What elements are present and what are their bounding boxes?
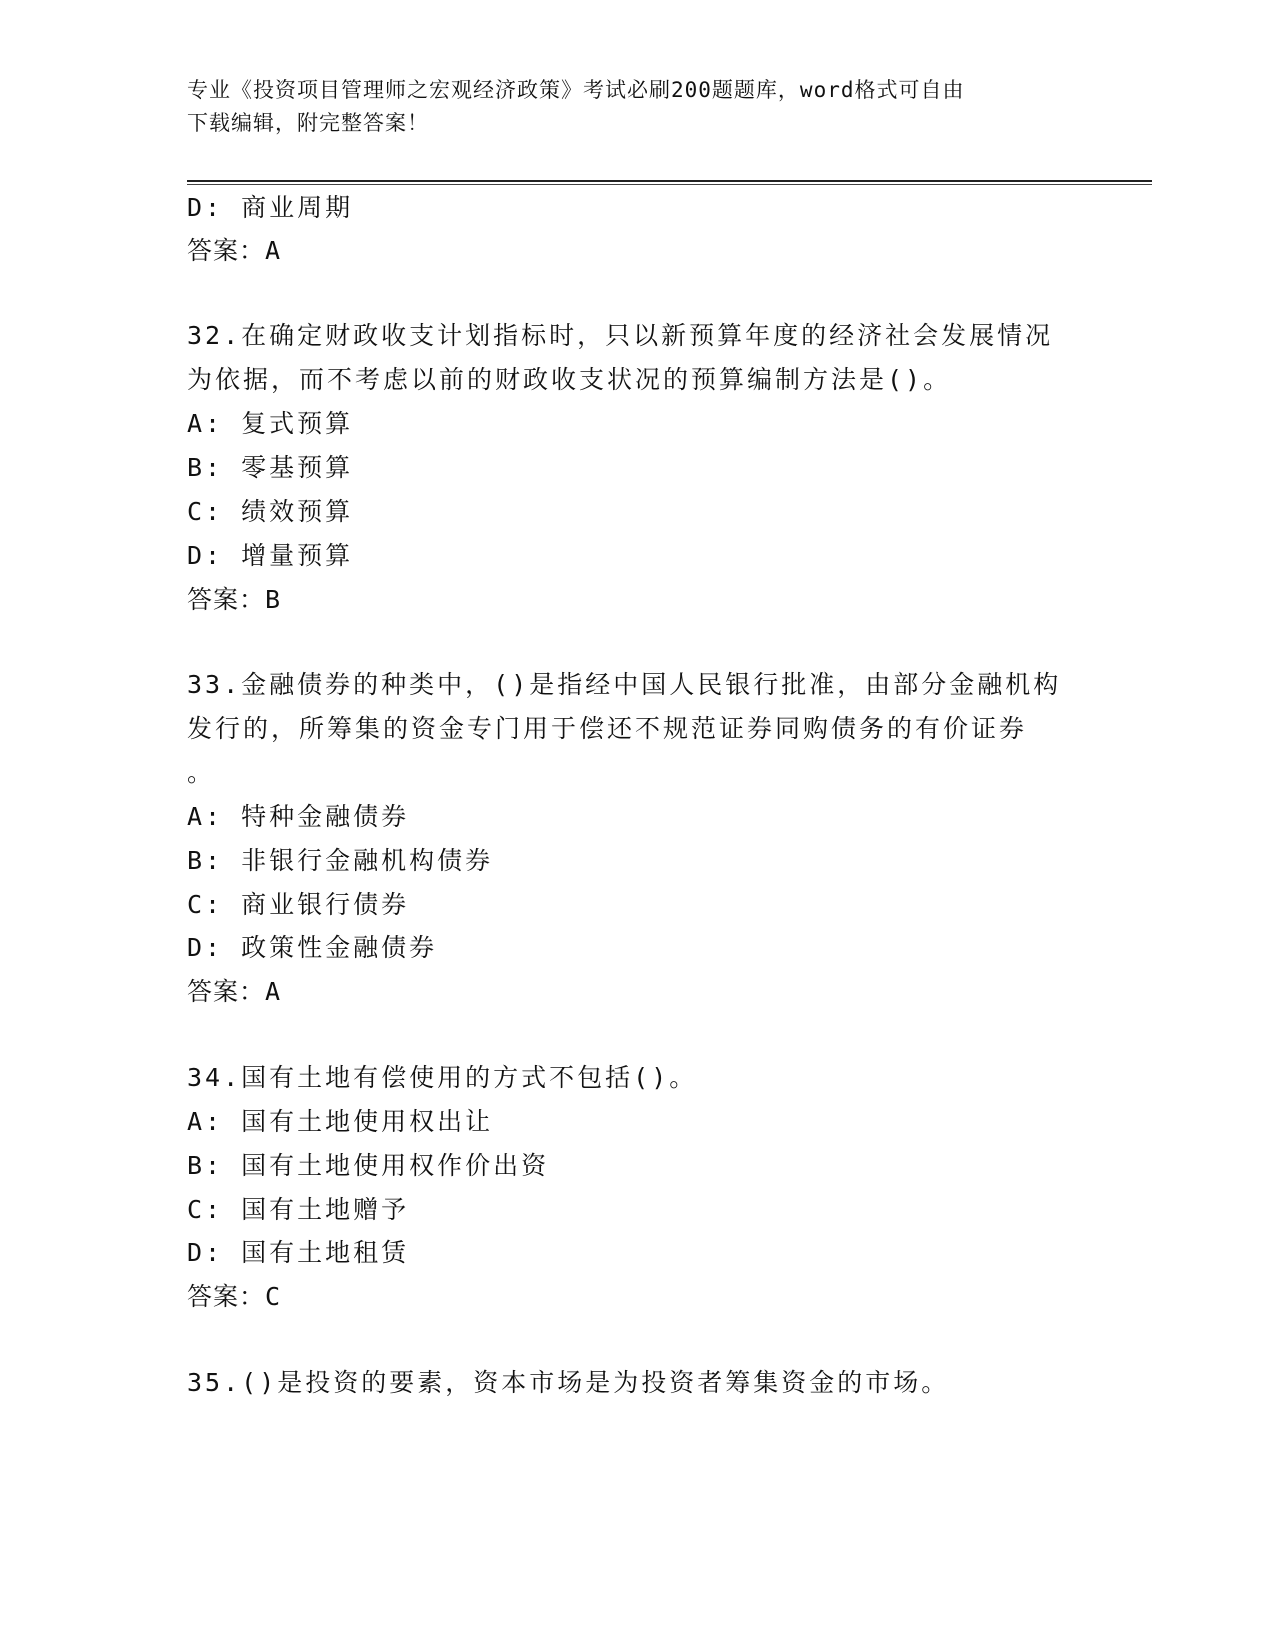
header-divider-thick <box>187 180 1152 182</box>
q33-option-d: D: 政策性金融债券 <box>187 933 438 962</box>
q33-text-line-1: 33.金融债券的种类中，()是指经中国人民银行批准，由部分金融机构 <box>187 670 1062 699</box>
q35-text-line-1: 35.()是投资的要素，资本市场是为投资者筹集资金的市场。 <box>187 1368 950 1397</box>
q32-option-a: A: 复式预算 <box>187 409 354 438</box>
document-header <box>187 74 1087 140</box>
q32-text-line-1: 32.在确定财政收支计划指标时，只以新预算年度的经济社会发展情况 <box>187 321 1054 350</box>
prev-answer: 答案：A <box>187 236 282 265</box>
q32-text-line-2: 为依据，而不考虑以前的财政收支状况的预算编制方法是()。 <box>187 365 952 394</box>
q33-text-line-2: 发行的，所筹集的资金专门用于偿还不规范证券同购债务的有价证券 <box>187 714 1028 743</box>
q34-option-a: A: 国有土地使用权出让 <box>187 1107 494 1136</box>
header-line-1: 专业《投资项目管理师之宏观经济政策》考试必刷200题题库，word格式可自由 <box>187 78 965 102</box>
prev-option-d: D: 商业周期 <box>187 193 354 222</box>
q34-option-b: B: 国有土地使用权作价出资 <box>187 1151 550 1180</box>
q34-option-c: C: 国有土地赠予 <box>187 1195 410 1224</box>
q32-option-c: C: 绩效预算 <box>187 497 354 526</box>
q33-option-b: B: 非银行金融机构债券 <box>187 846 494 875</box>
q33-answer: 答案：A <box>187 977 282 1006</box>
q34-answer: 答案：C <box>187 1282 282 1311</box>
q33-option-c: C: 商业银行债券 <box>187 890 410 919</box>
q33-text-line-3: 。 <box>187 758 216 787</box>
header-divider-thin <box>187 184 1152 185</box>
header-line-2: 下载编辑，附完整答案！ <box>187 111 429 135</box>
q33-option-a: A: 特种金融债券 <box>187 802 410 831</box>
q32-option-b: B: 零基预算 <box>187 453 354 482</box>
q34-text-line-1: 34.国有土地有偿使用的方式不包括()。 <box>187 1063 698 1092</box>
q34-option-d: D: 国有土地租赁 <box>187 1238 410 1267</box>
q32-option-d: D: 增量预算 <box>187 541 354 570</box>
q32-answer: 答案：B <box>187 585 282 614</box>
